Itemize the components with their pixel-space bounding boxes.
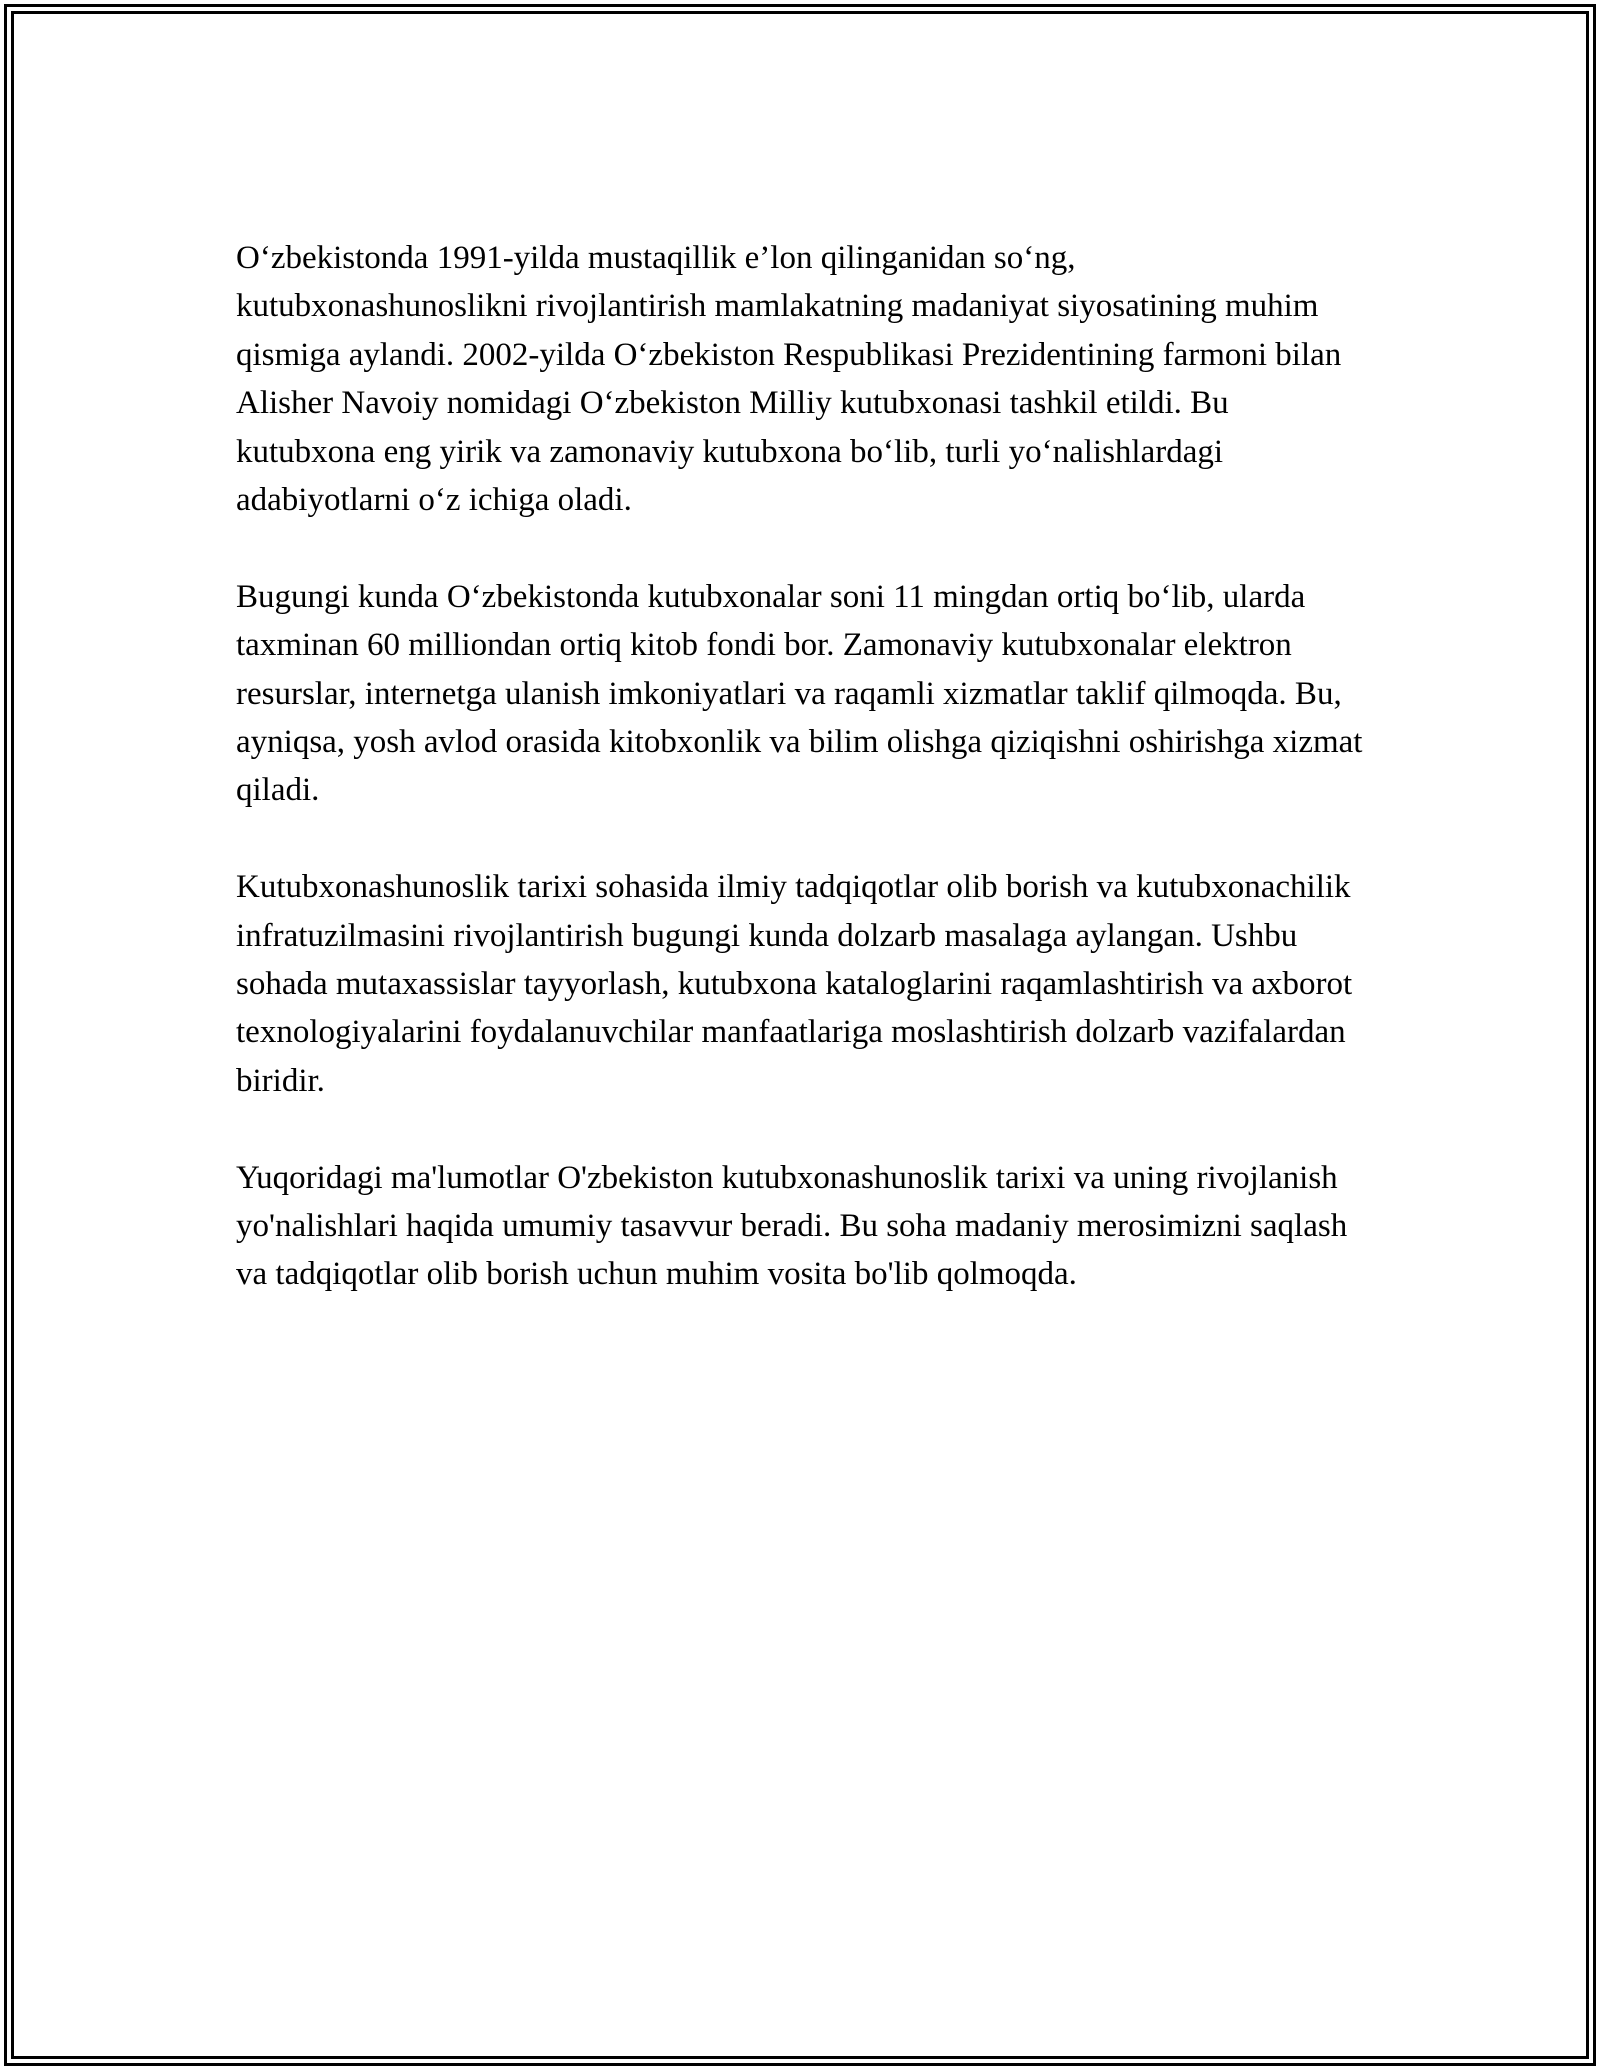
paragraph-library-statistics: Bugungi kunda O‘zbekistonda kutubxonalar soni 11 mingdan ortiq bo‘lib, ularda taxminan 60 milliondan ortiq kitob fondi bor. Zamonaviy kutubxonalar elektron resurslar, internetga ulanish imkoniyatlari va raqamli xizmatlar taklif qilmoqda. Bu, ayniqsa, yosh avlod orasida kitobxonlik va bilim olishga qiziqishni oshirishga xizmat qiladi.: [236, 578, 1363, 809]
paragraph-research-tasks: Kutubxonashunoslik tarixi sohasida ilmiy tadqiqotlar olib borish va kutubxonachilik infratuzilmasini rivojlantirish bugungi kunda dolzarb masalaga aylangan. Ushbu sohada mutaxassislar tayyorlash, kutubxona kataloglarini raqamlashtirish va axborot texnologiyalarini foydalanuvchilar manfaatlariga moslashtirish dolzarb vazifalardan biridir.: [236, 869, 1353, 1099]
paragraph-independence-history: O‘zbekistonda 1991-yilda mustaqillik e’lon qilinganidan so‘ng, kutubxonashunoslikni rivojlantirish mamlakatning madaniyat siyosatining muhim qismiga aylandi. 2002-yilda O‘zbekiston Respublikasi Prezidentining farmoni bilan Alisher Navoiy nomidagi O‘zbekiston Milliy kutubxonasi tashkil etildi. Bu kutubxona eng yirik va zamonaviy kutubxona bo‘lib, turli yo‘nalishlardagi adabiyotlarni o‘z ichiga oladi.: [236, 240, 1342, 519]
document-body: [236, 234, 1366, 1299]
paragraph-conclusion: Yuqoridagi ma'lumotlar O'zbekiston kutubxonashunoslik tarixi va uning rivojlanish yo'nalishlari haqida umumiy tasavvur beradi. Bu soha madaniy merosimizni saqlash va tadqiqotlar olib borish uchun muhim vosita bo'lib qolmoqda.: [236, 1159, 1348, 1293]
